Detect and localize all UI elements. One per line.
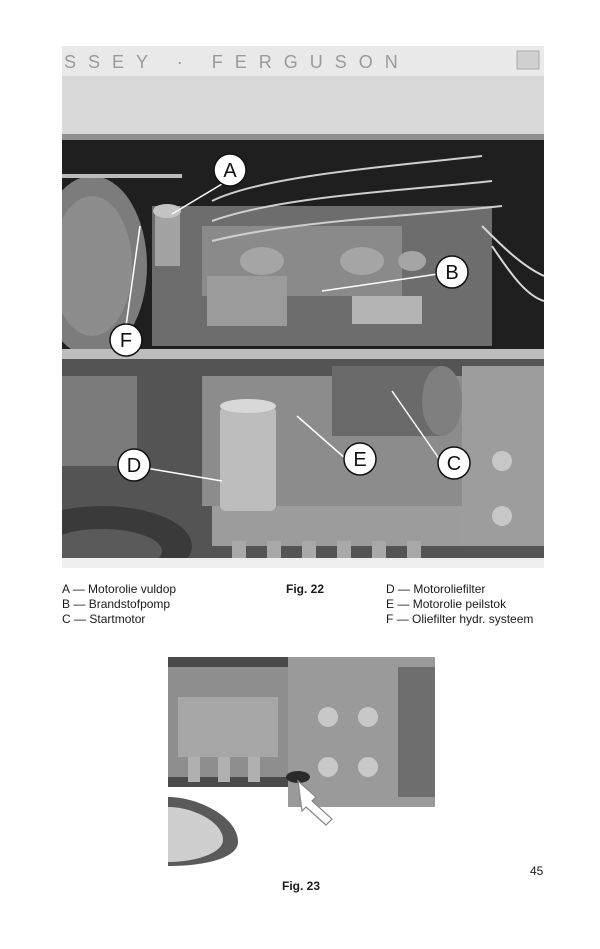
callout-d-label: D — [126, 455, 142, 477]
legend-text: Motorolie vuldop — [88, 582, 177, 596]
callout-a — [214, 154, 246, 186]
callout-c — [438, 447, 470, 479]
legend-dash: — — [74, 612, 87, 626]
legend-item-f — [386, 612, 576, 627]
fig23-sump-photo — [168, 657, 435, 866]
legend-dash: — — [72, 582, 85, 596]
callout-b — [436, 256, 468, 288]
legend-letter: D — [386, 582, 395, 596]
legend-dash: — — [397, 597, 410, 611]
legend-dash: — — [396, 612, 409, 626]
fig22-engine-photo — [62, 46, 544, 568]
legend-text: Startmotor — [89, 612, 146, 626]
legend-letter: E — [386, 597, 395, 611]
callout-e — [344, 443, 376, 475]
legend-text: Motorolie peilstok — [412, 597, 507, 611]
legend-item-b — [62, 597, 262, 612]
legend-item-e — [386, 597, 576, 612]
legend-left — [62, 582, 262, 627]
legend-letter: C — [62, 612, 71, 626]
legend-item-c — [62, 612, 262, 627]
callout-d — [118, 449, 150, 481]
legend-item-a — [62, 582, 262, 597]
fig23-caption: Fig. 23 — [282, 879, 321, 893]
legend-letter: B — [62, 597, 71, 611]
callout-c-label: C — [446, 453, 462, 475]
callout-a-label: A — [223, 160, 237, 182]
legend-text: Oliefilter hydr. systeem — [412, 612, 534, 626]
legend-text: Motoroliefilter — [413, 582, 486, 596]
hood-lettering: SSEY · FERGUSON — [64, 52, 410, 72]
legend-right — [386, 582, 576, 627]
legend-letter: A — [62, 582, 70, 596]
callout-f-label: F — [119, 330, 133, 352]
fig22-caption: Fig. 22 — [286, 582, 325, 596]
callout-b-label: B — [445, 262, 459, 284]
callout-e-label: E — [353, 449, 367, 471]
legend-item-d — [386, 582, 576, 597]
callout-f — [110, 324, 142, 356]
legend-letter: F — [386, 612, 394, 626]
legend-dash: — — [73, 597, 86, 611]
legend-dash: — — [398, 582, 411, 596]
legend-text: Brandstofpomp — [88, 597, 171, 611]
page-number: 45 — [530, 864, 544, 878]
